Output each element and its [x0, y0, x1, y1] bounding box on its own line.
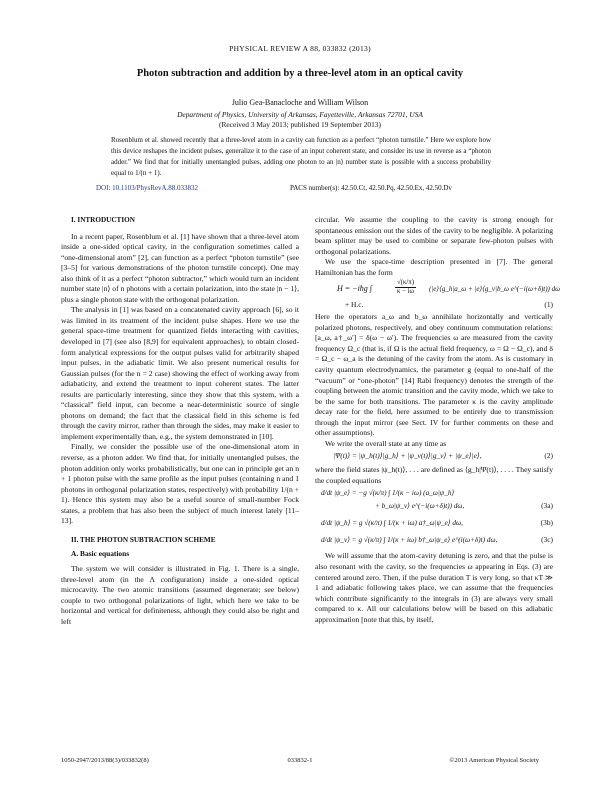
- equation-1-label: (1): [544, 300, 553, 310]
- equation-3c-label: (3c): [541, 535, 553, 545]
- equation-1-hc: + H.c.: [345, 300, 364, 310]
- authors: Julio Gea-Banacloche and William Wilson: [231, 98, 369, 107]
- equation-3b: [315, 516, 553, 533]
- paragraph: We use the space-time description presented in [7]. The general Hamiltonian has the form: [315, 257, 553, 277]
- paragraph: where the field states |ψ_h(t)⟩, . . . are defined as ⟨g_h|Ψ(t)⟩, . . . . They satisfy the coupled equations: [315, 465, 553, 485]
- equation-2: [315, 449, 553, 465]
- paragraph: In a recent paper, Rosenblum et al. [1] have shown that a three-level atom inside a one-sided optical cavity, in the configuration sometimes called a “one-dimensional atom” [2], can function as a perfect “photon turnstile” (see [3–5] for various demonstrations of the photon turnstile concept). One may also think of it as a perfect “photon subtractor,” which would turn an incident number state |n⟩ of n photons with a certain polarization, into the state |n − 1⟩, plus a single photon state with the orthogonal polarization.: [61, 231, 299, 304]
- received-dates: (Received 3 May 2013; published 19 September 2013): [219, 120, 381, 129]
- equation-3b-label: (3b): [540, 518, 553, 528]
- section-heading-introduction: I. INTRODUCTION: [71, 216, 135, 224]
- paragraph: The system we will consider is illustrated in Fig. 1. There is a single, three-level atom (in the Λ configuration) inside a one-sided optical microcavity. The two atomic transitions (assumed degenerate; see below) couple to two orthogonal polarizations of light, which here we take to be horizontal and vertical for definiteness, although they could also be right and left: [61, 563, 299, 626]
- equation-2-body: |Ψ(t)⟩ = |ψ_h(t)⟩|g_h⟩ + |ψ_v(t)⟩|g_v⟩ + |ψ_e⟩|e⟩,: [333, 451, 482, 461]
- abstract: Rosenblum et al. showed recently that a three-level atom in a cavity can function as a perfect “photon turnstile.” Here we explore how this device reshapes the incident pulses, generalize it to the case of an input coherent state, and consider its use in reverse as a “photon adder.” We find that for initially unentangled pulses, adding one photon to an |n⟩ number state is possible with a success probability equal to 1/(n + 1).: [111, 136, 491, 177]
- subsection-heading: A. Basic equations: [71, 549, 130, 559]
- equation-1: [315, 278, 561, 312]
- paragraph: The analysis in [1] was based on a concatenated cavity approach [6], so it was limited in its treatment of the incident pulse shapes. Here we use the general space-time treatment for quantized fields interacting with cavities, developed in [7] (see also [8,9] for equivalent approaches), to obtain closed-form analytical expressions for the output pulses valid for arbitrarily shaped input pulses, in the adiabatic limit. We also present numerical results for Gaussian pulses (for the n = 2 case) showing the effect of working away from adiabaticity, and extend the treatment to input coherent states. The latter results are particularly interesting, since they show that this system, with a “classical” field input, can become a near-deterministic source of single photons on demand; the fact that the classical field in this scheme is fed through the cavity mirror, rather than through the sides, may make it easier to implement experimentally than, e.g., the system demonstrated in [10].: [61, 305, 299, 441]
- equation-3b-body: d/dt |ψ_h⟩ = g √(κ/π) ∫ 1/(κ + iω) a†_ω|ψ_e⟩ dω,: [321, 519, 463, 528]
- paragraph: We will assume that the atom-cavity detuning is zero, and that the pulse is also resonant with the cavity, so the frequencies ω appearing in Eqs. (3) are centered around zero. Then, if the pulse duration T is very long, so that κT ≫ 1 and adiabatic following takes place, we can assume that the frequencies which contribute significantly to the integrals in (3) are always very small compared to κ. All our calculations below will be based on this adiabatic approximation [note that this, by itself,: [315, 551, 553, 624]
- paragraph: Finally, we consider the possible use of the one-dimensional atom in reverse, as a photon adder. We find that, for initially unentangled pulses, the photon addition only works probabilistically, but one can in principle get an n + 1 photon pulse with the same profile as the input pulses (containing n and 1 photons in orthogonal polarization states, respectively) with probability 1/(n + 1). Hence this system may also be a useful source of small-number Fock states, a problem that has also been the subject of much interest lately [11–13].: [61, 442, 299, 526]
- section-heading-scheme: II. THE PHOTON SUBTRACTION SCHEME: [71, 535, 216, 544]
- paragraph: Here the operators a_ω and b_ω annihilate horizontally and vertically polarized photons, respectively, and obey continuum commutation relations: [a_ω, a†_ω′] = δ(ω − ω′). The frequencies ω are measured from the cavity frequency Ω_c (that is, if Ω is the actual field frequency, ω = Ω − Ω_c), and δ = Ω_c − ω_a is the detuning of the cavity from the atom. As is customary in cavity quantum electrodynamics, the parameter g (equal to one-half of the “vacuum” or “one-photon” [14] Rabi frequency) denotes the strength of the coupling between the atomic transition and the cavity mode, which we take to be the same for both transitions. The parameter κ is the cavity amplitude decay rate for the field, here assumed to be entirely due to transmission through the input mirror (see Sect. IV for further comments on these and other assumptions).: [315, 312, 553, 438]
- equation-3a: [315, 486, 553, 516]
- equation-1-fraction: [395, 279, 416, 296]
- pacs-numbers: PACS number(s): 42.50.Ct, 42.50.Pq, 42.50.Ex, 42.50.Dv: [290, 184, 452, 192]
- equation-3c: [315, 533, 553, 551]
- equation-1-rhs: (|e⟩⟨g_h|a_ω + |e⟩⟨g_v|b_ω e^(−i(ω+δ)t)) dω: [429, 285, 561, 294]
- equation-3a-line1: d/dt |ψ_e⟩ = −g √(κ/π) ∫ 1/(κ − iω) (a_ω|ψ_h⟩: [321, 489, 455, 498]
- equation-3a-line2: + b_ω|ψ_v⟩ e^(−i(ω+δ)t)) dω,: [375, 502, 465, 511]
- paper-title: Photon subtraction and addition by a three-level atom in an optical cavity: [136, 68, 464, 79]
- journal-header: PHYSICAL REVIEW A 88, 033832 (2013): [229, 44, 371, 53]
- paragraph: circular. We assume the coupling to the cavity is strong enough for spontaneous emission out the sides of the cavity to be negligible. A polarizing beam splitter may be used to combine or separate few-photon pulses with orthogonal polarizations.: [315, 215, 553, 256]
- footer-page-number: 033832-1: [287, 757, 313, 764]
- equation-3c-body: d/dt |ψ_v⟩ = g √(κ/π) ∫ 1/(κ + iω) b†_ω|ψ_e⟩ e^(i(ω+δ)t) dω,: [321, 536, 498, 545]
- doi-text[interactable]: DOI: 10.1103/PhysRevA.88.033832: [96, 184, 199, 192]
- affiliation: Department of Physics, University of Arkansas, Fayetteville, Arkansas 72701, USA: [177, 110, 423, 119]
- equation-1-lhs: H = −iħg ∫: [337, 284, 372, 294]
- doi-link[interactable]: [96, 184, 198, 192]
- footer-copyright: ©2013 American Physical Society: [449, 757, 539, 764]
- fraction-numerator: √(κ/π): [397, 279, 415, 287]
- equation-3a-label: (3a): [541, 501, 553, 511]
- footer-issn: 1050-2947/2013/88(3)/033832(8): [61, 757, 149, 764]
- equation-2-label: (2): [544, 451, 553, 461]
- fraction-denominator: κ − iω: [396, 288, 415, 296]
- right-column: [315, 215, 561, 625]
- paragraph: We write the overall state at any time as: [325, 438, 447, 448]
- left-column: [61, 215, 299, 627]
